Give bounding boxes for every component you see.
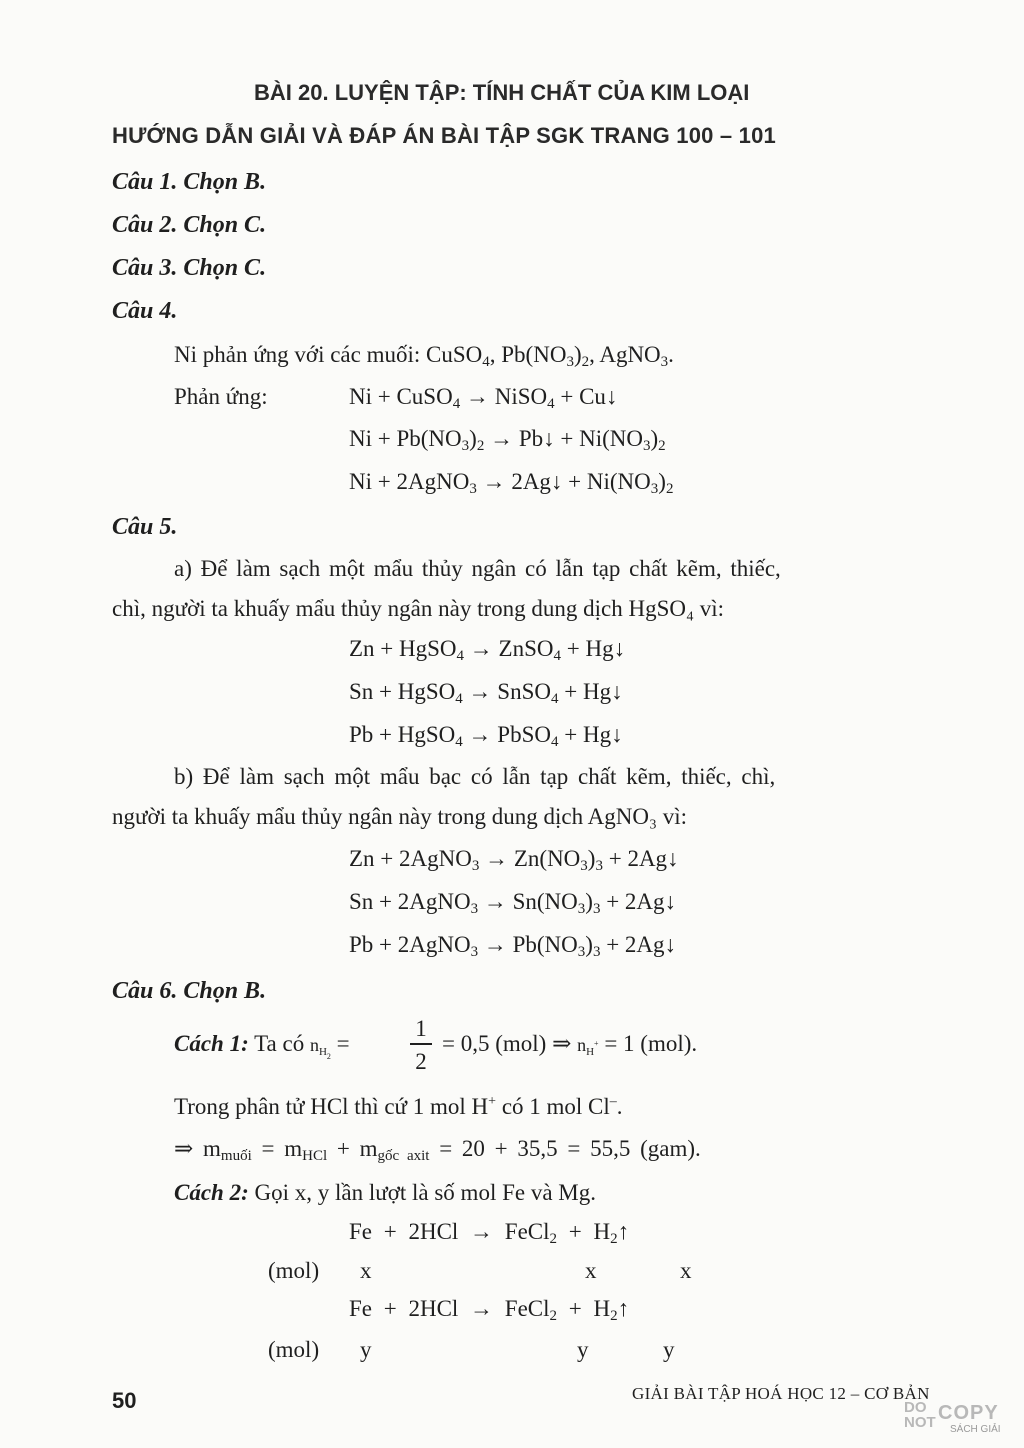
cach2-equation-1: Fe + 2HCl → FeCl$_2$ + $H_2↑$: [349, 1219, 630, 1247]
q5b-equation-1: Zn + 2AgNO$_3$ → $Zn(NO_3)_3$ + 2Ag↓: [349, 846, 679, 874]
mass-formula: ⇒ $m_{muối} = m_{HCl} + m_{gốc axit} = 20 + 35,5 = 55,5$ (gam).: [174, 1136, 701, 1164]
cach1-label: Cách 1:: [174, 1031, 249, 1056]
watermark-copy: COPY: [938, 1402, 999, 1424]
mol-y-1: y: [360, 1337, 372, 1362]
cach1-result: = 0,5 (mol) ⇒ $n_{H^+} = 1$ (mol).: [442, 1031, 698, 1058]
q4-equation-1: Ni + CuSO$_4$ → NiSO$_4$ + Cu↓: [349, 384, 618, 412]
fraction-denominator: 2: [415, 1049, 427, 1074]
section-heading: HƯỚNG DẪN GIẢI VÀ ĐÁP ÁN BÀI TẬP SGK TRANG 100 – 101: [112, 123, 776, 148]
q5a-equation-1: Zn + HgSO$_4$ → ZnSO$_4$ + Hg↓: [349, 636, 626, 664]
mol-x-3: x: [680, 1258, 692, 1283]
question-1: Câu 1. Chọn B.: [112, 169, 267, 195]
watermark-sub: SÁCH GIẢI: [950, 1424, 1001, 1435]
cach2-line: [174, 1181, 596, 1204]
question-4: Câu 4.: [112, 298, 178, 324]
q5b-equation-2: Sn + 2AgNO$_3$ → $Sn(NO_3)_3$ + 2Ag↓: [349, 889, 677, 917]
watermark-logo: [904, 1400, 1004, 1436]
cach2-text: Gọi x, y lần lượt là số mol Fe và Mg.: [254, 1180, 596, 1205]
cach2-label: Cách 2:: [174, 1180, 249, 1205]
mol-x-2: x: [585, 1258, 597, 1283]
cach1-line: Cách 1: Ta có $n_{H_2}$ =: [174, 1031, 350, 1061]
page-number: 50: [112, 1388, 137, 1413]
question-5: Câu 5.: [112, 514, 178, 540]
page-title: BÀI 20. LUYỆN TẬP: TÍNH CHẤT CỦA KIM LOẠI: [254, 80, 750, 105]
watermark-do-not: DO NOT: [904, 1399, 936, 1431]
q4-equation-2: $Ni + Pb(NO_3)_2$ → Pb↓ + $Ni(NO_3)_2$: [349, 426, 666, 454]
mol-x-1: x: [360, 1258, 372, 1283]
q4-label: Phản ứng:: [174, 384, 268, 409]
mol-y-3: y: [663, 1337, 675, 1362]
q5b-text: b) Để làm sạch một mẩu bạc có lẫn tạp chất kẽm, thiếc, chì,: [174, 764, 776, 789]
q5a-text: a) Để làm sạch một mẩu thủy ngân có lẫn tạp chất kẽm, thiếc,: [174, 556, 781, 581]
question-3: Câu 3. Chọn C.: [112, 255, 267, 281]
fraction-line: [410, 1043, 432, 1045]
question-6: Câu 6. Chọn B.: [112, 978, 267, 1004]
mol-label-1: (mol): [268, 1258, 320, 1283]
hcl-text: Trong phân tử HCl thì cứ 1 mol H+ có 1 mol Cl–.: [174, 1094, 623, 1119]
footer-book-title: GIẢI BÀI TẬP HOÁ HỌC 12 – CƠ BẢN: [632, 1384, 930, 1403]
question-2: Câu 2. Chọn C.: [112, 212, 267, 238]
q4-text: Ni phản ứng với các muối: CuSO$_4$, $Pb(NO_3)_2$, AgNO$_3$.: [174, 342, 674, 370]
q5a-equation-2: Sn + HgSO$_4$ → SnSO$_4$ + Hg↓: [349, 679, 623, 707]
q5b-text-2: người ta khuấy mẩu thủy ngân này trong dung dịch AgNO₃ vì:: [112, 804, 687, 829]
q4-equation-3: Ni + 2AgNO$_3$ → 2Ag↓ + $Ni(NO_3)_2$: [349, 469, 674, 497]
cach2-equation-2: Fe + 2HCl → FeCl$_2$ + $H_2↑$: [349, 1296, 630, 1324]
mol-label-2: (mol): [268, 1337, 320, 1362]
q5a-equation-3: Pb + HgSO$_4$ → PbSO$_4$ + Hg↓: [349, 722, 623, 750]
mol-y-2: y: [577, 1337, 589, 1362]
q5b-equation-3: Pb + 2AgNO$_3$ → $Pb(NO_3)_3$ + 2Ag↓: [349, 932, 677, 960]
fraction-numerator: 1: [415, 1016, 427, 1041]
q5a-text-2: chì, người ta khuấy mẩu thủy ngân này trong dung dịch HgSO₄ vì:: [112, 596, 725, 621]
